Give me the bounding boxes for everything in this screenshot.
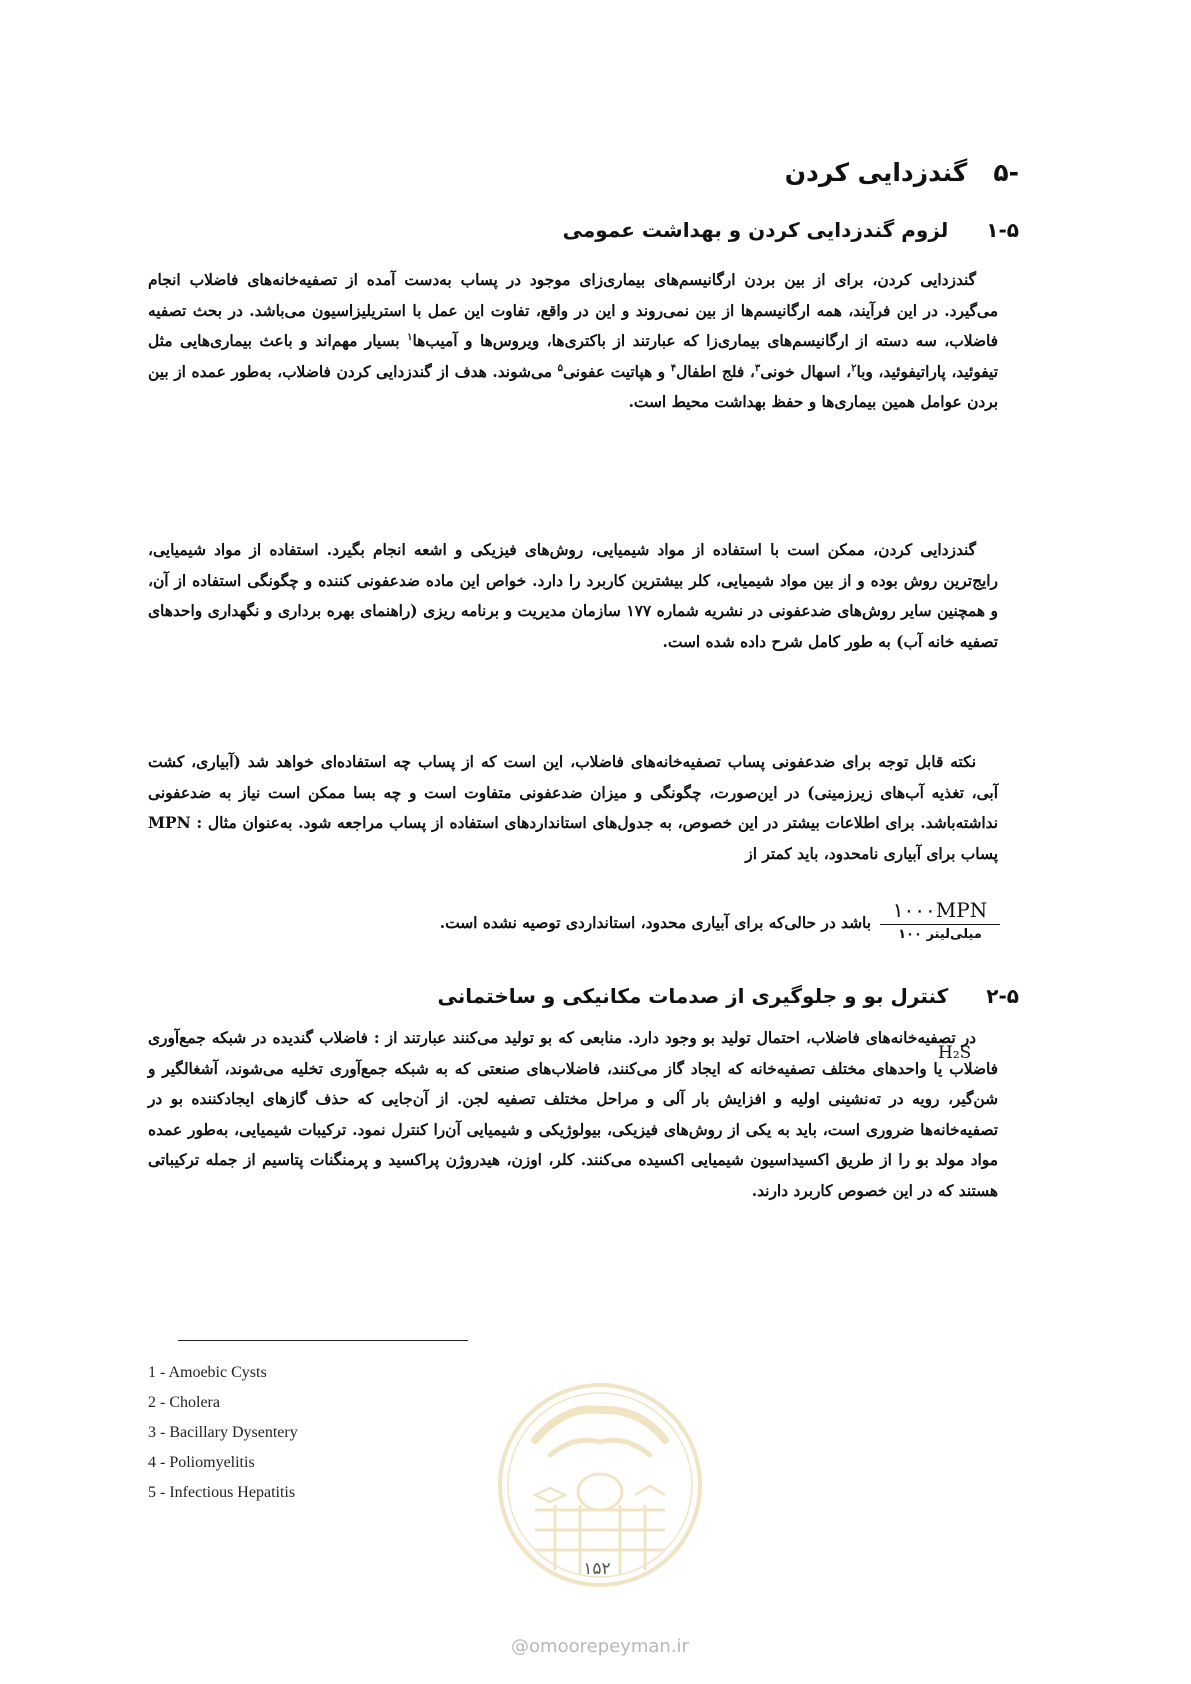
footnote-divider <box>178 1340 468 1341</box>
subsection-title-1: لزوم گندزدایی کردن و بهداشت عمومی <box>562 218 949 242</box>
p1-text-b: بسیار مهم‌اند و باعث بیماری‌هایی مثل تیفوئید، پاراتیفوئید، وبا <box>148 332 998 381</box>
footnote-ref-3: ۳ <box>754 362 761 374</box>
mpn-fraction <box>880 898 1000 942</box>
p1-text-f: می‌شوند. هدف از گندزدایی کردن فاضلاب، به‌طور عمده از بین بردن عوامل همین بیماری‌ها و حفظ بهداشت محیط است. <box>148 362 998 411</box>
footnote-ref-1: ۱ <box>407 331 413 343</box>
subsection-heading-1 <box>563 218 1019 242</box>
subsection-number-2: ۲-۵ <box>986 984 1019 1008</box>
footnote-2: 2 - Cholera <box>148 1394 220 1411</box>
p1-text-d: ، فلج اطفال <box>676 362 755 381</box>
h2s-formula: H₂S <box>938 1043 972 1063</box>
fraction-denominator: میلی‌لیتر ۱۰۰ <box>898 927 982 942</box>
section-number: -۵ <box>993 158 1019 187</box>
paragraph-2: گندزدایی کردن، ممکن است با استفاده از مواد شیمیایی، روش‌های فیزیکی و اشعه انجام بگیرد. استفاده از مواد شیمیایی، رایج‌ترین روش بوده و از بین مواد شیمیایی، کلر بیشترین کاربرد را دارد. خواص این ماده ضدعفونی کننده و چگونگی استفاده از آن، و همچنین سایر روش‌های ضدعفونی در نشریه شماره ۱۷۷ سازمان مدیریت و برنامه ریزی (راهنمای بهره برداری و نگهداری واحدهای تصفیه خانه آب) به طور کامل شرح داده شده است. <box>148 541 998 651</box>
footnote-4: 4 - Poliomyelitis <box>148 1454 255 1471</box>
subsection-title-2: کنترل بو و جلوگیری از صدمات مکانیکی و ساختمانی <box>437 984 949 1008</box>
p1-text-e: و هپاتیت عفونی <box>562 362 671 381</box>
section-title: گندزدایی کردن <box>784 158 968 187</box>
footnote-ref-5: ۵ <box>557 362 563 374</box>
page-number: ۱۵۲ <box>583 1559 611 1579</box>
subsection-number-1: ۱-۵ <box>986 218 1019 242</box>
section-heading <box>785 158 1019 187</box>
subsection-heading-2 <box>438 984 1020 1008</box>
footnote-ref-2: ۲ <box>851 362 857 374</box>
paragraph-3-tail: باشد در حالی‌که برای آبیاری محدود، استانداردی توصیه نشده است. <box>439 914 871 932</box>
footnotes <box>148 1358 298 1508</box>
paragraph-1 <box>148 265 998 418</box>
footnote-1: 1 - Amoebic Cysts <box>148 1364 267 1381</box>
footnote-5: 5 - Infectious Hepatitis <box>148 1484 296 1501</box>
fraction-numerator: ۱۰۰۰MPN <box>880 898 1000 925</box>
footnote-ref-4: ۴ <box>670 362 677 374</box>
p1-text-a: گندزدایی کردن، برای از بین بردن ارگانیسم‌های بیماری‌زای موجود در پساب به‌دست آمده از تصفیه‌خانه‌های فاضلاب انجام می‌گیرد. در این فرآیند، همه ارگانیسم‌ها از بین نمی‌روند و این در واقع، تفاوت این عمل با استریلیزاسیون می‌باشد. در بحث تصفیه فاضلاب، سه دسته از ارگانیسم‌های بیماری‌زا که عبارتند از باکتری‌ها، ویروس‌ها و آمیب‌ها <box>148 271 998 350</box>
footnote-3: 3 - Bacillary Dysentery <box>148 1424 298 1441</box>
p1-text-c: ، اسهال خونی <box>760 362 852 381</box>
site-watermark: @omoorepeyman.ir <box>511 1636 689 1657</box>
paragraph-3: نکته قابل توجه برای ضدعفونی پساب تصفیه‌خانه‌های فاضلاب، این است که از پساب چه استفاده‌ای خواهد شد (آبیاری، کشت آبی، تغذیه آب‌های زیرزمینی) در این‌صورت، چگونگی و میزان ضدعفونی متفاوت است و چه بسا ممکن است نیاز به ضدعفونی نداشته‌باشد. برای اطلاعات بیشتر در این خصوص، به جدول‌های استانداردهای استفاده از پساب مراجعه شود. به‌عنوان مثال : MPN پساب برای آبیاری نامحدود، باید کمتر از <box>148 753 998 863</box>
paragraph-4: در تصفیه‌خانه‌های فاضلاب، احتمال تولید بو وجود دارد. منابعی که بو تولید می‌کنند عبارتند از : فاضلاب گندیده در شبکه جمع‌آوری فاضلاب یا واحدهای مختلف تصفیه‌خانه که ایجاد گاز می‌کنند، فاضلاب‌های صنعتی که به شبکه جمع‌آوری تخلیه می‌شوند، آشغالگیر و شن‌گیر، رویه در ته‌نشینی اولیه و افزایش بار آلی و مراحل مختلف تصفیه لجن. از آن‌جایی که حذف گازهای ایجادکننده بو در تصفیه‌خانه‌ها ضروری است، باید به یکی از روش‌های فیزیکی، بیولوژیکی و شیمیایی آن‌را کنترل نمود. ترکیبات شیمیایی، به‌طور عمده مواد مولد بو را از طریق اکسیداسیون شیمیایی اکسیده می‌کنند. کلر، اوزن، هیدروژن پراکسید و پرمنگنات پتاسیم از جمله ترکیباتی هستند که در این خصوص کاربرد دارند. <box>148 1029 998 1200</box>
